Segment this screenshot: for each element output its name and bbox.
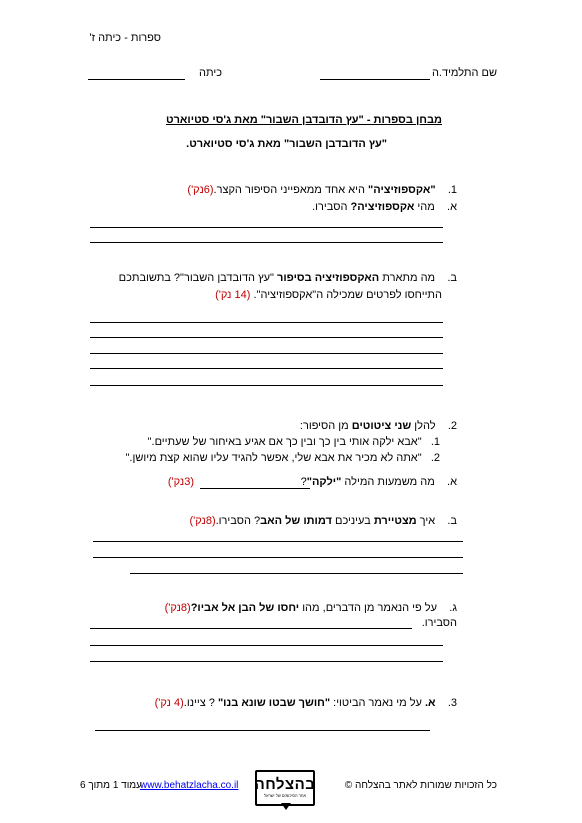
question-2-term: שני ציטוטים (351, 420, 412, 432)
quote-1 (148, 436, 440, 449)
class-field[interactable] (88, 79, 185, 80)
question-1a-letter: א. (447, 201, 457, 213)
answer-line-2b-1[interactable] (93, 541, 463, 542)
answer-line-2c-2[interactable] (90, 645, 443, 646)
question-1a-term: אקספוזיציה? (350, 201, 415, 213)
question-1b-points: (14 נק') (215, 289, 251, 301)
footer-website-link[interactable]: www.behatzlacha.co.il (140, 780, 239, 791)
question-2b-letter: ב. (447, 515, 457, 527)
student-name-field[interactable] (320, 79, 430, 80)
question-2c-term: יחסו של הבן אל אביו? (190, 602, 300, 614)
quote-2-text: "אתה לא מכיר את אבא שלי, אפשר להגיד עליו שהוא קצת מיושן." (125, 452, 422, 464)
question-2a: א. מה משמעות המילה "ילקה"? (300, 476, 457, 488)
quote-1-text: "אבא ילקה אותי בין כך ובין כך אם אגיע באיחור של שעתיים." (147, 436, 422, 448)
footer-page-number: עמוד 1 מתוך 6 (79, 780, 142, 791)
question-1-points: (6נק') (187, 184, 214, 196)
exam-subtitle: "עץ הדובדבן השבור" מאת ג'סי סטיוארט. (186, 138, 387, 150)
logo-word: בהצלחה (254, 776, 316, 793)
question-1b-letter: ב. (447, 272, 457, 284)
question-2c-letter: ג. (449, 602, 457, 614)
question-2a-points: (3נק') (167, 476, 194, 488)
answer-line-2b-2[interactable] (93, 557, 463, 558)
behatzlacha-logo (255, 770, 315, 806)
question-1a: א. מהי אקספוזיציה? הסבירו. (312, 201, 457, 213)
answer-line-1b-2[interactable] (90, 337, 443, 338)
question-1b-line-1: ב. מה מתארת האקספוזיציה בסיפור "עץ הדובדבן השבור"? בתשובתכם (118, 272, 457, 284)
question-3-term: "חושך שבטו שונא בנו" (217, 697, 331, 709)
question-1-term: "אקספוזיציה" (368, 184, 436, 196)
question-1-text: היא אחד ממאפייני הסיפור הקצר. (213, 184, 369, 196)
answer-line-1a-1[interactable] (90, 227, 443, 228)
answer-line-2c-1[interactable] (90, 628, 412, 629)
question-3-letter: א. (425, 697, 436, 709)
question-2a-term: "ילקה" (306, 476, 342, 488)
logo-speech-tail (281, 803, 291, 810)
quote-2-number: 2. (430, 452, 440, 464)
quote-1-number: 1. (430, 436, 440, 448)
question-2-number: 2. (447, 420, 457, 432)
answer-line-1b-3[interactable] (90, 353, 443, 354)
quote-2 (126, 452, 440, 465)
question-3-points: (4 נק') (154, 697, 184, 709)
question-3: 3. א. על מי נאמר הביטוי: "חושך שבטו שונא בנו" ? ציינו.(4 נק') (154, 697, 457, 709)
answer-line-2c-3[interactable] (90, 661, 443, 662)
class-label: כיתה (199, 67, 222, 79)
subject-header: ספרות - כיתה ז' (89, 32, 161, 44)
answer-line-1b-5[interactable] (90, 385, 443, 386)
question-2c-line-2: הסבירו. (421, 617, 457, 629)
question-2b-points: (8נק') (189, 515, 216, 527)
question-2a-letter: א. (447, 476, 457, 488)
footer-rights: כל הזכויות שמורות לאתר בהצלחה © (344, 780, 497, 791)
question-2b: ב. איך מצטיירת בעיניכם דמותו של האב? הסבירו.(8נק') (189, 515, 457, 527)
question-2: 2. להלן שני ציטוטים מן הסיפור: (299, 420, 457, 432)
answer-line-2a[interactable] (200, 488, 310, 489)
question-2c: ג. על פי הנאמר מן הדברים, מהו יחסו של הבן אל אביו?(8נק') (164, 602, 457, 614)
answer-line-1a-2[interactable] (90, 242, 443, 243)
answer-line-1b-1[interactable] (90, 322, 443, 323)
question-2c-points: (8נק') (164, 602, 191, 614)
footer-link-wrap (140, 779, 238, 792)
student-name-label: שם התלמיד.ה (431, 67, 497, 79)
question-3-number: 3. (447, 697, 457, 709)
answer-line-1b-4[interactable] (90, 368, 443, 369)
exam-title: מבחן בספרות - "עץ הדובדבן השבור" מאת ג'סי סטיוארט (166, 114, 442, 126)
answer-line-3[interactable] (95, 730, 430, 731)
question-1b-line-2: התייחסו לפרטים שמכילה ה"אקספוזיציה". (14 נק') (215, 289, 442, 301)
logo-subtitle: אתר הסיכומים של ישראל (263, 793, 307, 798)
answer-line-2b-3[interactable] (130, 573, 463, 574)
question-1b-term: האקספוזיציה בסיפור (277, 272, 380, 284)
question-1-number: 1. (447, 184, 457, 196)
question-1 (187, 184, 457, 197)
